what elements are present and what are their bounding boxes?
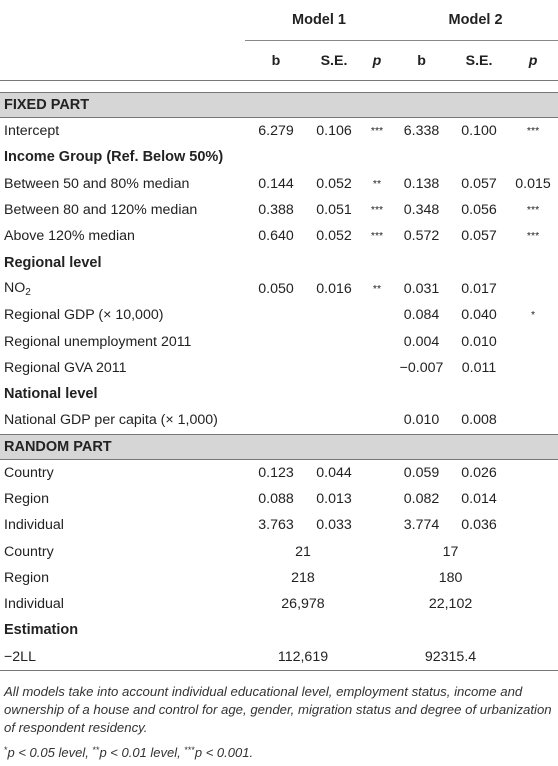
- row-label-text: Intercept: [4, 123, 60, 140]
- notes-text: All models take into account individual educational level, employment status, income and ownership of a house and control for age, gender, migration status and degree of urbanization of respondent residency.: [4, 684, 552, 735]
- model-2-se: 0.100: [461, 123, 497, 140]
- model-2-se: 0.036: [461, 517, 497, 534]
- row-label-text: Between 50 and 80% median: [4, 175, 190, 192]
- row-label-text: Regional GVA 2011: [4, 359, 127, 376]
- model-2-b: 0.010: [403, 412, 440, 429]
- model-1-value: 21: [295, 543, 311, 560]
- model-1-se: 0.052: [316, 228, 352, 245]
- footnote-text: p < 0.001.: [194, 745, 254, 760]
- model-1-value: 112,619: [245, 644, 361, 671]
- table-row: [0, 565, 558, 591]
- model-2-p-header: p: [508, 41, 558, 81]
- table-row: [0, 486, 558, 512]
- model-1-b: 0.123: [258, 464, 294, 481]
- model-2-b: 0.084: [403, 307, 440, 324]
- empty-cell: [361, 591, 393, 617]
- group-label: Regional level: [4, 254, 102, 271]
- model-2-se: 0.011: [461, 359, 497, 376]
- empty-cell: [361, 644, 393, 671]
- model-1-b: 0.050: [258, 280, 294, 297]
- model-1-p: [361, 328, 393, 354]
- table-row: [0, 197, 558, 223]
- model-1-p: [361, 459, 393, 486]
- column-header-row: [0, 41, 558, 81]
- model-2-se: 0.057: [461, 175, 497, 192]
- model-2-p: ***: [526, 230, 540, 243]
- model-2-se: 0.026: [461, 464, 497, 481]
- row-label: Individual: [4, 596, 64, 613]
- model-1-se: 0.051: [316, 202, 352, 219]
- model-1-b: 3.763: [258, 517, 294, 534]
- model-2-b: 0.059: [403, 464, 440, 481]
- model-2-se: 0.040: [461, 307, 497, 324]
- empty-cell: [508, 538, 558, 564]
- model-1-b: 0.144: [258, 175, 294, 192]
- model-1-se: 0.106: [316, 123, 352, 140]
- model-1-b: [245, 355, 307, 381]
- model-1-p: [361, 512, 393, 538]
- model-1-b: [245, 302, 307, 328]
- model-2-b: 0.138: [403, 175, 440, 192]
- model-1-b-header: b: [245, 41, 307, 81]
- model-2-p: [508, 407, 558, 434]
- section-header-row: [0, 93, 558, 118]
- row-label-text: Regional GDP (× 10,000): [4, 307, 164, 324]
- table-row: [0, 355, 558, 381]
- row-label: [0, 197, 245, 223]
- model-1-se: [307, 407, 361, 434]
- model-2-b: 0.348: [403, 202, 440, 219]
- model-1-p: ***: [370, 125, 384, 138]
- model-2-value: 92315.4: [393, 644, 508, 671]
- row-label: [0, 223, 245, 249]
- table-row: [0, 276, 558, 302]
- model-2-p: [508, 459, 558, 486]
- group-label: Estimation: [4, 622, 79, 639]
- model-2-b: −0.007: [399, 359, 444, 376]
- model-1-se: [307, 355, 361, 381]
- table-row: [0, 591, 558, 617]
- blank-header-cell: [0, 41, 245, 81]
- row-label-text: Regional unemployment 2011: [4, 333, 192, 350]
- model-2-p: [508, 328, 558, 354]
- model-1-se: [307, 328, 361, 354]
- model-2-se: 0.057: [461, 228, 497, 245]
- model-2-value: 17: [442, 543, 459, 560]
- model-2-se: 0.017: [461, 280, 497, 297]
- model-2-p: ***: [526, 125, 540, 138]
- model-2-se: 0.014: [461, 491, 497, 507]
- section-header-row: [0, 434, 558, 459]
- model-2-b-header: b: [393, 41, 450, 81]
- row-label-subscript: 2: [25, 286, 31, 298]
- section-label: RANDOM PART: [0, 434, 558, 459]
- model-1-p: ***: [370, 230, 384, 243]
- table-row: [0, 302, 558, 328]
- row-label-text: Above 120% median: [4, 228, 135, 245]
- model-1-p: [361, 302, 393, 328]
- model-1-b: [245, 407, 307, 434]
- row-label-text: Between 80 and 120% median: [4, 202, 198, 219]
- model-2-b: 0.082: [403, 491, 440, 507]
- footnote-text: p < 0.01 level,: [99, 745, 185, 760]
- model-2-b: 3.774: [403, 517, 440, 534]
- model-2-p: [508, 276, 558, 302]
- table-row: [0, 459, 558, 486]
- footnote-stars: ***: [184, 745, 195, 755]
- group-label: National level: [4, 386, 98, 403]
- row-label: Country: [4, 543, 54, 560]
- model-1-se: 0.033: [316, 517, 352, 534]
- empty-cell: [361, 565, 393, 591]
- row-label: [0, 328, 245, 354]
- model-2-b: 6.338: [403, 123, 440, 140]
- model-header-row: [0, 0, 558, 41]
- table-row: [0, 538, 558, 564]
- model-2-p: ***: [526, 204, 540, 217]
- empty-cell: [508, 565, 558, 591]
- spacer-row: [0, 81, 558, 93]
- significance-footnote: [4, 741, 554, 762]
- table-row: [0, 644, 558, 671]
- row-label: [0, 486, 245, 512]
- model-1-b: 0.088: [258, 491, 294, 507]
- model-1-b: 0.388: [258, 202, 294, 219]
- row-label: [0, 512, 245, 538]
- table-row: [0, 171, 558, 197]
- row-label: Region: [4, 569, 49, 586]
- model-1-se: 0.052: [316, 175, 352, 192]
- model-1-p: ***: [370, 204, 384, 217]
- row-label: [0, 407, 245, 434]
- table-row: [0, 407, 558, 434]
- model-2-b: 0.004: [403, 333, 440, 350]
- model-1-p-header: p: [361, 41, 393, 81]
- row-label: [0, 302, 245, 328]
- model-2-se: 0.008: [461, 412, 497, 429]
- row-label-text: National GDP per capita (× 1,000): [4, 412, 218, 429]
- model-1-p: **: [372, 177, 382, 190]
- model-1-p: **: [372, 282, 382, 295]
- model-1-b: 6.279: [258, 123, 294, 140]
- model-2-p: 0.015: [515, 175, 551, 192]
- section-label: FIXED PART: [0, 93, 558, 118]
- model-2-p: *: [531, 309, 536, 322]
- row-label: [0, 276, 245, 302]
- model-1-p: [361, 355, 393, 381]
- model-1-p: [361, 407, 393, 434]
- model-1-se-header: S.E.: [307, 41, 361, 81]
- table-row: [0, 118, 558, 145]
- group-header-row: [0, 617, 558, 643]
- model-2-b: 0.572: [403, 228, 440, 245]
- row-label: [0, 355, 245, 381]
- footnote-stars: *: [4, 745, 8, 755]
- model-2-se: 0.010: [461, 333, 497, 350]
- model-2-value: 22,102: [428, 596, 473, 613]
- model-1-se: 0.013: [316, 491, 352, 507]
- empty-cell: [508, 644, 558, 671]
- group-header-row: [0, 381, 558, 407]
- model-2-b: 0.031: [403, 280, 440, 297]
- row-label-text: Country: [4, 464, 54, 481]
- model-2-se: 0.056: [461, 202, 497, 219]
- table-row: [0, 223, 558, 249]
- empty-cell: [508, 591, 558, 617]
- table-row: [0, 512, 558, 538]
- model-1-se: 0.016: [316, 280, 352, 297]
- row-label-text: Region: [4, 491, 49, 507]
- model-1-b: 0.640: [258, 228, 294, 245]
- model-1-value: 26,978: [281, 596, 325, 613]
- group-header-row: [0, 144, 558, 170]
- model-2-header: Model 2: [393, 0, 558, 41]
- row-label: [0, 118, 245, 145]
- model-1-value: 218: [291, 569, 315, 586]
- model-1-se: [307, 302, 361, 328]
- model-2-p: [508, 355, 558, 381]
- model-2-se-header: S.E.: [450, 41, 508, 81]
- footnote-stars: **: [92, 745, 100, 755]
- row-label-text: Individual: [4, 517, 64, 534]
- row-label: −2LL: [0, 644, 245, 671]
- group-label: Income Group (Ref. Below 50%): [4, 149, 224, 166]
- empty-cell: [361, 538, 393, 564]
- table-row: [0, 328, 558, 354]
- model-2-p: [508, 512, 558, 538]
- blank-header-cell: [0, 0, 245, 41]
- table-notes: [4, 683, 554, 762]
- group-header-row: [0, 249, 558, 275]
- row-label: [0, 171, 245, 197]
- model-1-p: [361, 486, 393, 512]
- row-label-text: NO: [4, 279, 26, 296]
- row-label: [0, 459, 245, 486]
- model-1-se: 0.044: [316, 464, 352, 481]
- table-body: [0, 93, 558, 671]
- model-1-b: [245, 328, 307, 354]
- footnote-text: p < 0.05 level,: [7, 745, 93, 760]
- model-1-header: Model 1: [245, 0, 393, 41]
- model-2-value: 180: [438, 569, 463, 586]
- model-2-p: [508, 486, 558, 512]
